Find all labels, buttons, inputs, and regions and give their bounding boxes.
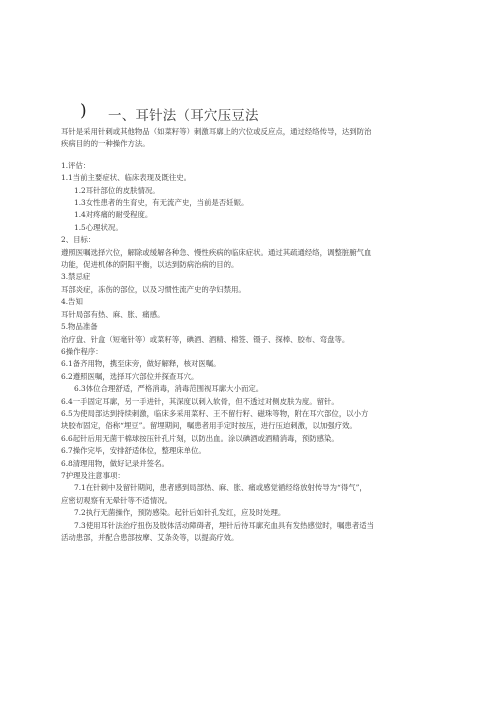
body-line: 治疗盘、针盒（短毫针等）或菜籽等，碘酒、酒精、棉签、镊子、探棒、胶布、弯盘等。 [61,334,350,344]
body-line: 1.1当前主要症状、临床表现及既往史。 [61,173,192,183]
body-line: 7.2执行无菌操作，预防感染。起针后如针孔发红，应及时处理。 [74,508,286,518]
body-line: 应密切观察有无晕针等不适情况。 [61,495,172,505]
body-line: 6.4一手固定耳廓，另一手进针，其深度以刺入软骨，但不透过对侧皮肤为度。留针。 [61,396,339,406]
section-heading-procedure: 6操作程序： [61,346,103,356]
body-line: 6.1备齐用物，携至床旁，做好解释，核对医嘱。 [61,359,221,369]
page-title: 一、耳针法（耳穴压豆法 [108,108,259,124]
section-heading-assessment: 1.评估： [61,160,91,170]
section-heading-care: 7护理及注意事项： [61,470,125,480]
body-line: 遵照医嘱选择穴位，解除或缓解各种急、慢性疾病的临床症状。通过其疏通经络，调整脏腑气血 [61,247,372,257]
body-line: 7.3使用耳针法治疗扭伤及肢体活动障碍者，埋针后待耳廓充血具有发热感觉时，嘱患者适当 [74,520,374,530]
closing-paren: ) [80,101,87,121]
body-line: 6.2遵照医嘱，选择耳穴部位并探查耳穴。 [61,371,199,381]
section-heading-goal: 2、目标： [61,235,96,245]
body-line: 7.1在针刺中及留针期间，患者感到局部热、麻、胀、痛或感觉循经络放射传导为“得气”， [74,483,367,493]
body-line: 1.2耳针部位的皮肤情况。 [74,185,160,195]
body-line: 耳部炎症，冻伤的部位，以及习惯性流产史的孕妇禁用。 [61,284,246,294]
body-line: 6.3体位合理舒适，严格消毒，消毒范围视耳廓大小而定。 [74,384,264,394]
intro-line: 耳针是采用针刺或其他物品（如菜籽等）刺激耳廓上的穴位或反应点，通过经络传导，达到防治 [61,127,372,136]
body-line: 6.8清理用物，做好记录并签名。 [61,458,169,468]
body-line: 耳针局部有热、麻、胀、痛感。 [61,309,165,319]
body-line: 1.5心理状况。 [74,222,123,232]
body-line: 块胶布固定，俗称“埋豆”。留埋期间，嘱患者用手定时按压，进行压迫刺激，以加强疗效。 [61,421,357,431]
body-line: 6.5为使局部达到持续刺激，临床多采用菜籽、王不留行籽、磁珠等物，附在耳穴部位，以小方 [61,408,369,418]
body-line: 活动患部，并配合患部按摩、艾条灸等，以提高疗效。 [61,533,239,542]
body-line: 1.4对疼痛的耐受程度。 [74,210,153,220]
heading-row [80,103,480,123]
section-heading-notice: 4.告知 [61,297,83,307]
document-body [61,126,446,544]
intro-line: 疾病目的的一种操作方法。 [61,139,150,149]
body-line: 6.6起针后用无菌干棉球按压针孔片刻，以防出血。涂以碘酒或酒精消毒，预防感染。 [61,433,339,443]
body-line: 6.7操作完毕，安排舒适体位，整理床单位。 [61,446,206,456]
section-heading-contraindications: 3.禁忌症 [61,272,91,282]
body-line: 1.3女性患者的生育史，有无流产史，当前是否妊娠。 [74,198,249,208]
section-heading-supplies: 5.物品准备 [61,322,98,332]
body-line: 功能，促进机体的阴阳平衡，以达到防病治病的目的。 [61,260,239,270]
